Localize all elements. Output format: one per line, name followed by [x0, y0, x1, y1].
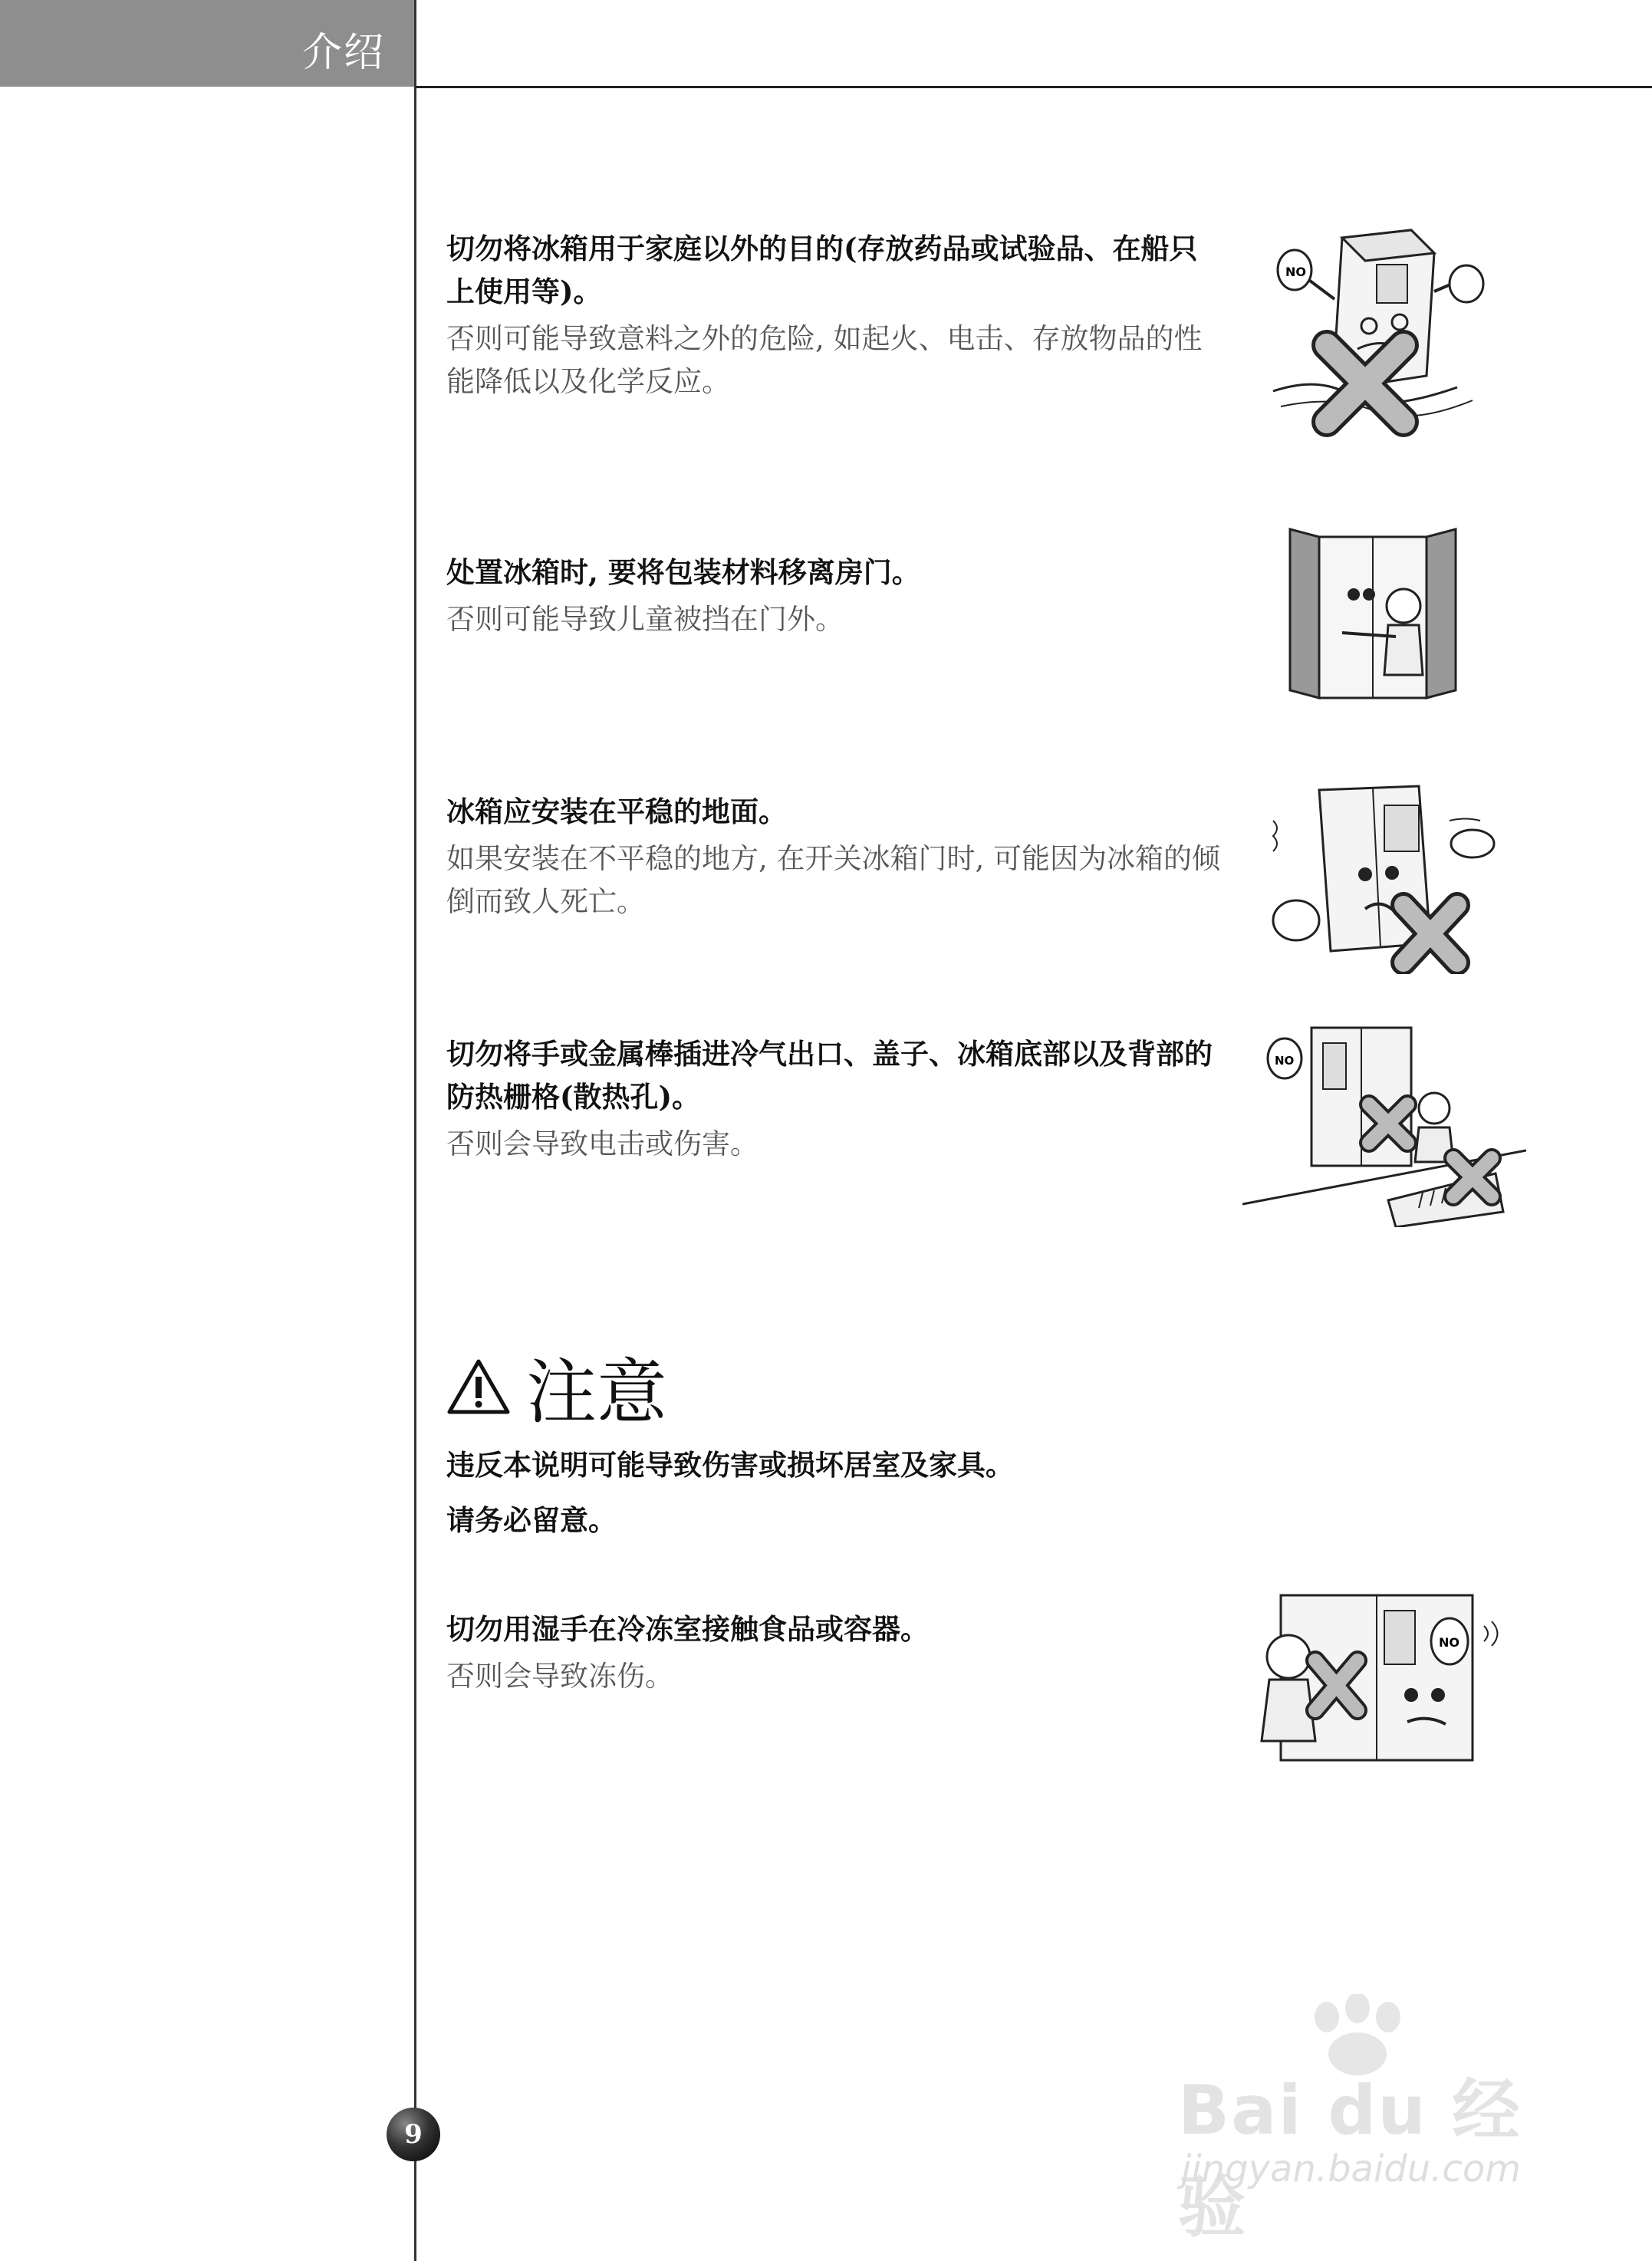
item-body: 否则可能导致意料之外的危险, 如起火、电击、存放物品的性能降低以及化学反应。 — [446, 322, 1203, 398]
watermark-text: Bai du 经验 — [1178, 2071, 1522, 2246]
warning-item-2 — [446, 551, 1229, 641]
header-tab — [0, 0, 414, 87]
caution-title-row — [446, 1341, 1367, 1433]
item-heading: 冰箱应安装在平稳的地面。 — [446, 795, 787, 828]
item-heading: 处置冰箱时, 要将包装材料移离房门。 — [446, 555, 920, 589]
caution-item-1 — [446, 1608, 1229, 1698]
watermark — [1166, 1994, 1565, 2246]
item-body: 如果安装在不平稳的地方, 在开关冰箱门时, 可能因为冰箱的倾倒而致人死亡。 — [446, 842, 1221, 918]
item-heading: 切勿用湿手在冷冻室接触食品或容器。 — [446, 1612, 929, 1646]
header-rule — [414, 86, 1652, 88]
fridge-child-illustration — [1288, 522, 1457, 706]
page-number: 9 — [387, 2108, 440, 2161]
warning-triangle-icon — [446, 1357, 511, 1417]
fridge-grille-illustration — [1242, 1020, 1526, 1227]
margin-rule — [414, 0, 416, 2261]
item-heading: 切勿将冰箱用于家庭以外的目的(存放药品或试验品、在船只上使用等)。 — [446, 232, 1198, 308]
fridge-no-illustration — [1258, 222, 1488, 437]
warning-item-4 — [446, 1032, 1221, 1166]
item-body: 否则可能导致儿童被挡在门外。 — [446, 603, 844, 636]
fridge-wet-hand-illustration — [1242, 1588, 1519, 1772]
caution-title: 注意 — [526, 1351, 668, 1433]
no-badge-text: NO — [1285, 265, 1306, 279]
caution-line-2: 请务必留意。 — [446, 1503, 617, 1537]
no-badge-text: NO — [1439, 1635, 1459, 1650]
item-body: 否则会导致电击或伤害。 — [446, 1127, 759, 1160]
caution-block — [446, 1341, 1367, 1542]
warning-item-3 — [446, 790, 1244, 923]
caution-line-1: 违反本说明可能导致伤害或损坏居室及家具。 — [446, 1448, 1014, 1482]
page-title: 介绍 — [301, 30, 385, 76]
item-body: 否则会导致冻伤。 — [446, 1660, 673, 1693]
warning-item-1 — [446, 227, 1221, 403]
item-heading: 切勿将手或金属棒插进冷气出口、盖子、冰箱底部以及背部的防热栅格(散热孔)。 — [446, 1037, 1213, 1114]
no-badge-text: NO — [1275, 1054, 1295, 1068]
fridge-tilt-illustration — [1265, 775, 1503, 974]
watermark-url: jingyan.baidu.com — [1181, 2147, 1521, 2190]
